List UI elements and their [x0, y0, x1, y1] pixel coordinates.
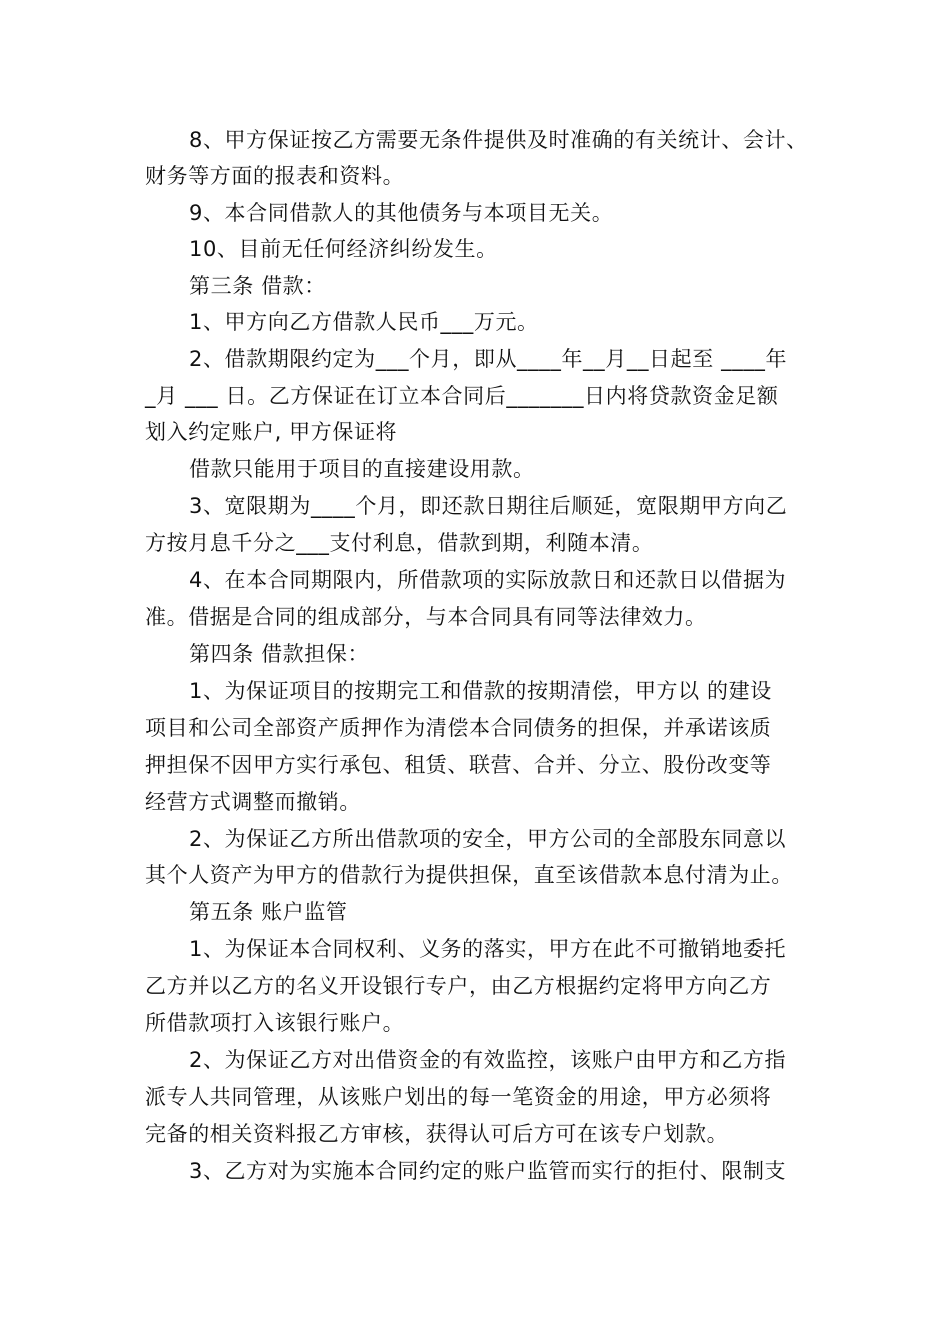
text-line: 方按月息千分之___支付利息，借款到期，利随本清。 — [145, 531, 654, 555]
text-line: 经营方式调整而撤销。 — [145, 790, 361, 814]
text-line: 8、甲方保证按乙方需要无条件提供及时准确的有关统计、会计、 — [189, 128, 808, 152]
text-line: 准。借据是合同的组成部分，与本合同具有同等法律效力。 — [145, 605, 707, 629]
section-heading: 第三条 借款： — [189, 274, 326, 298]
text-line: 借款只能用于项目的直接建设用款。 — [189, 457, 535, 481]
text-line: 押担保不因甲方实行承包、租赁、联营、合并、分立、股份改变等 — [145, 753, 772, 777]
text-line: 派专人共同管理，从该账户划出的每一笔资金的用途，甲方必须将 — [145, 1085, 772, 1109]
section-heading: 第四条 借款担保： — [189, 642, 370, 666]
text-line: _月 ___ 日。乙方保证在订立本合同后_______日内将贷款资金足额 — [145, 384, 779, 408]
text-line: 9、本合同借款人的其他债务与本项目无关。 — [189, 201, 614, 225]
text-line: 其个人资产为甲方的借款行为提供担保，直至该借款本息付清为止。 — [145, 863, 793, 887]
text-line: 乙方并以乙方的名义开设银行专户，由乙方根据约定将甲方向乙方 — [145, 974, 772, 998]
text-line: 划入约定账户, 甲方保证将 — [145, 420, 398, 444]
text-line: 4、在本合同期限内，所借款项的实际放款日和还款日以借据为 — [189, 568, 787, 592]
text-line: 3、宽限期为____个月，即还款日期往后顺延，宽限期甲方向乙 — [189, 494, 788, 518]
text-line: 1、为保证本合同权利、义务的落实，甲方在此不可撤销地委托 — [189, 937, 787, 961]
text-line: 1、甲方向乙方借款人民币___万元。 — [189, 310, 539, 334]
text-line: 10、目前无任何经济纠纷发生。 — [189, 237, 498, 261]
text-line: 所借款项打入该银行账户。 — [145, 1011, 405, 1035]
text-line: 2、为保证乙方所出借款项的安全，甲方公司的全部股东同意以 — [189, 827, 787, 851]
section-heading: 第五条 账户监管 — [189, 900, 348, 924]
text-line: 2、为保证乙方对出借资金的有效监控，该账户由甲方和乙方指 — [189, 1048, 787, 1072]
text-line: 财务等方面的报表和资料。 — [145, 164, 405, 188]
text-line: 2、借款期限约定为___个月，即从____年__月__日起至 ____年 — [189, 347, 788, 371]
text-line: 完备的相关资料报乙方审核，获得认可后方可在该专户划款。 — [145, 1122, 729, 1146]
text-line: 项目和公司全部资产质押作为清偿本合同债务的担保，并承诺该质 — [145, 716, 772, 740]
text-line: 3、乙方对为实施本合同约定的账户监管而实行的拒付、限制支 — [189, 1159, 787, 1183]
text-line: 1、为保证项目的按期完工和借款的按期清偿，甲方以 的建设 — [189, 679, 772, 703]
